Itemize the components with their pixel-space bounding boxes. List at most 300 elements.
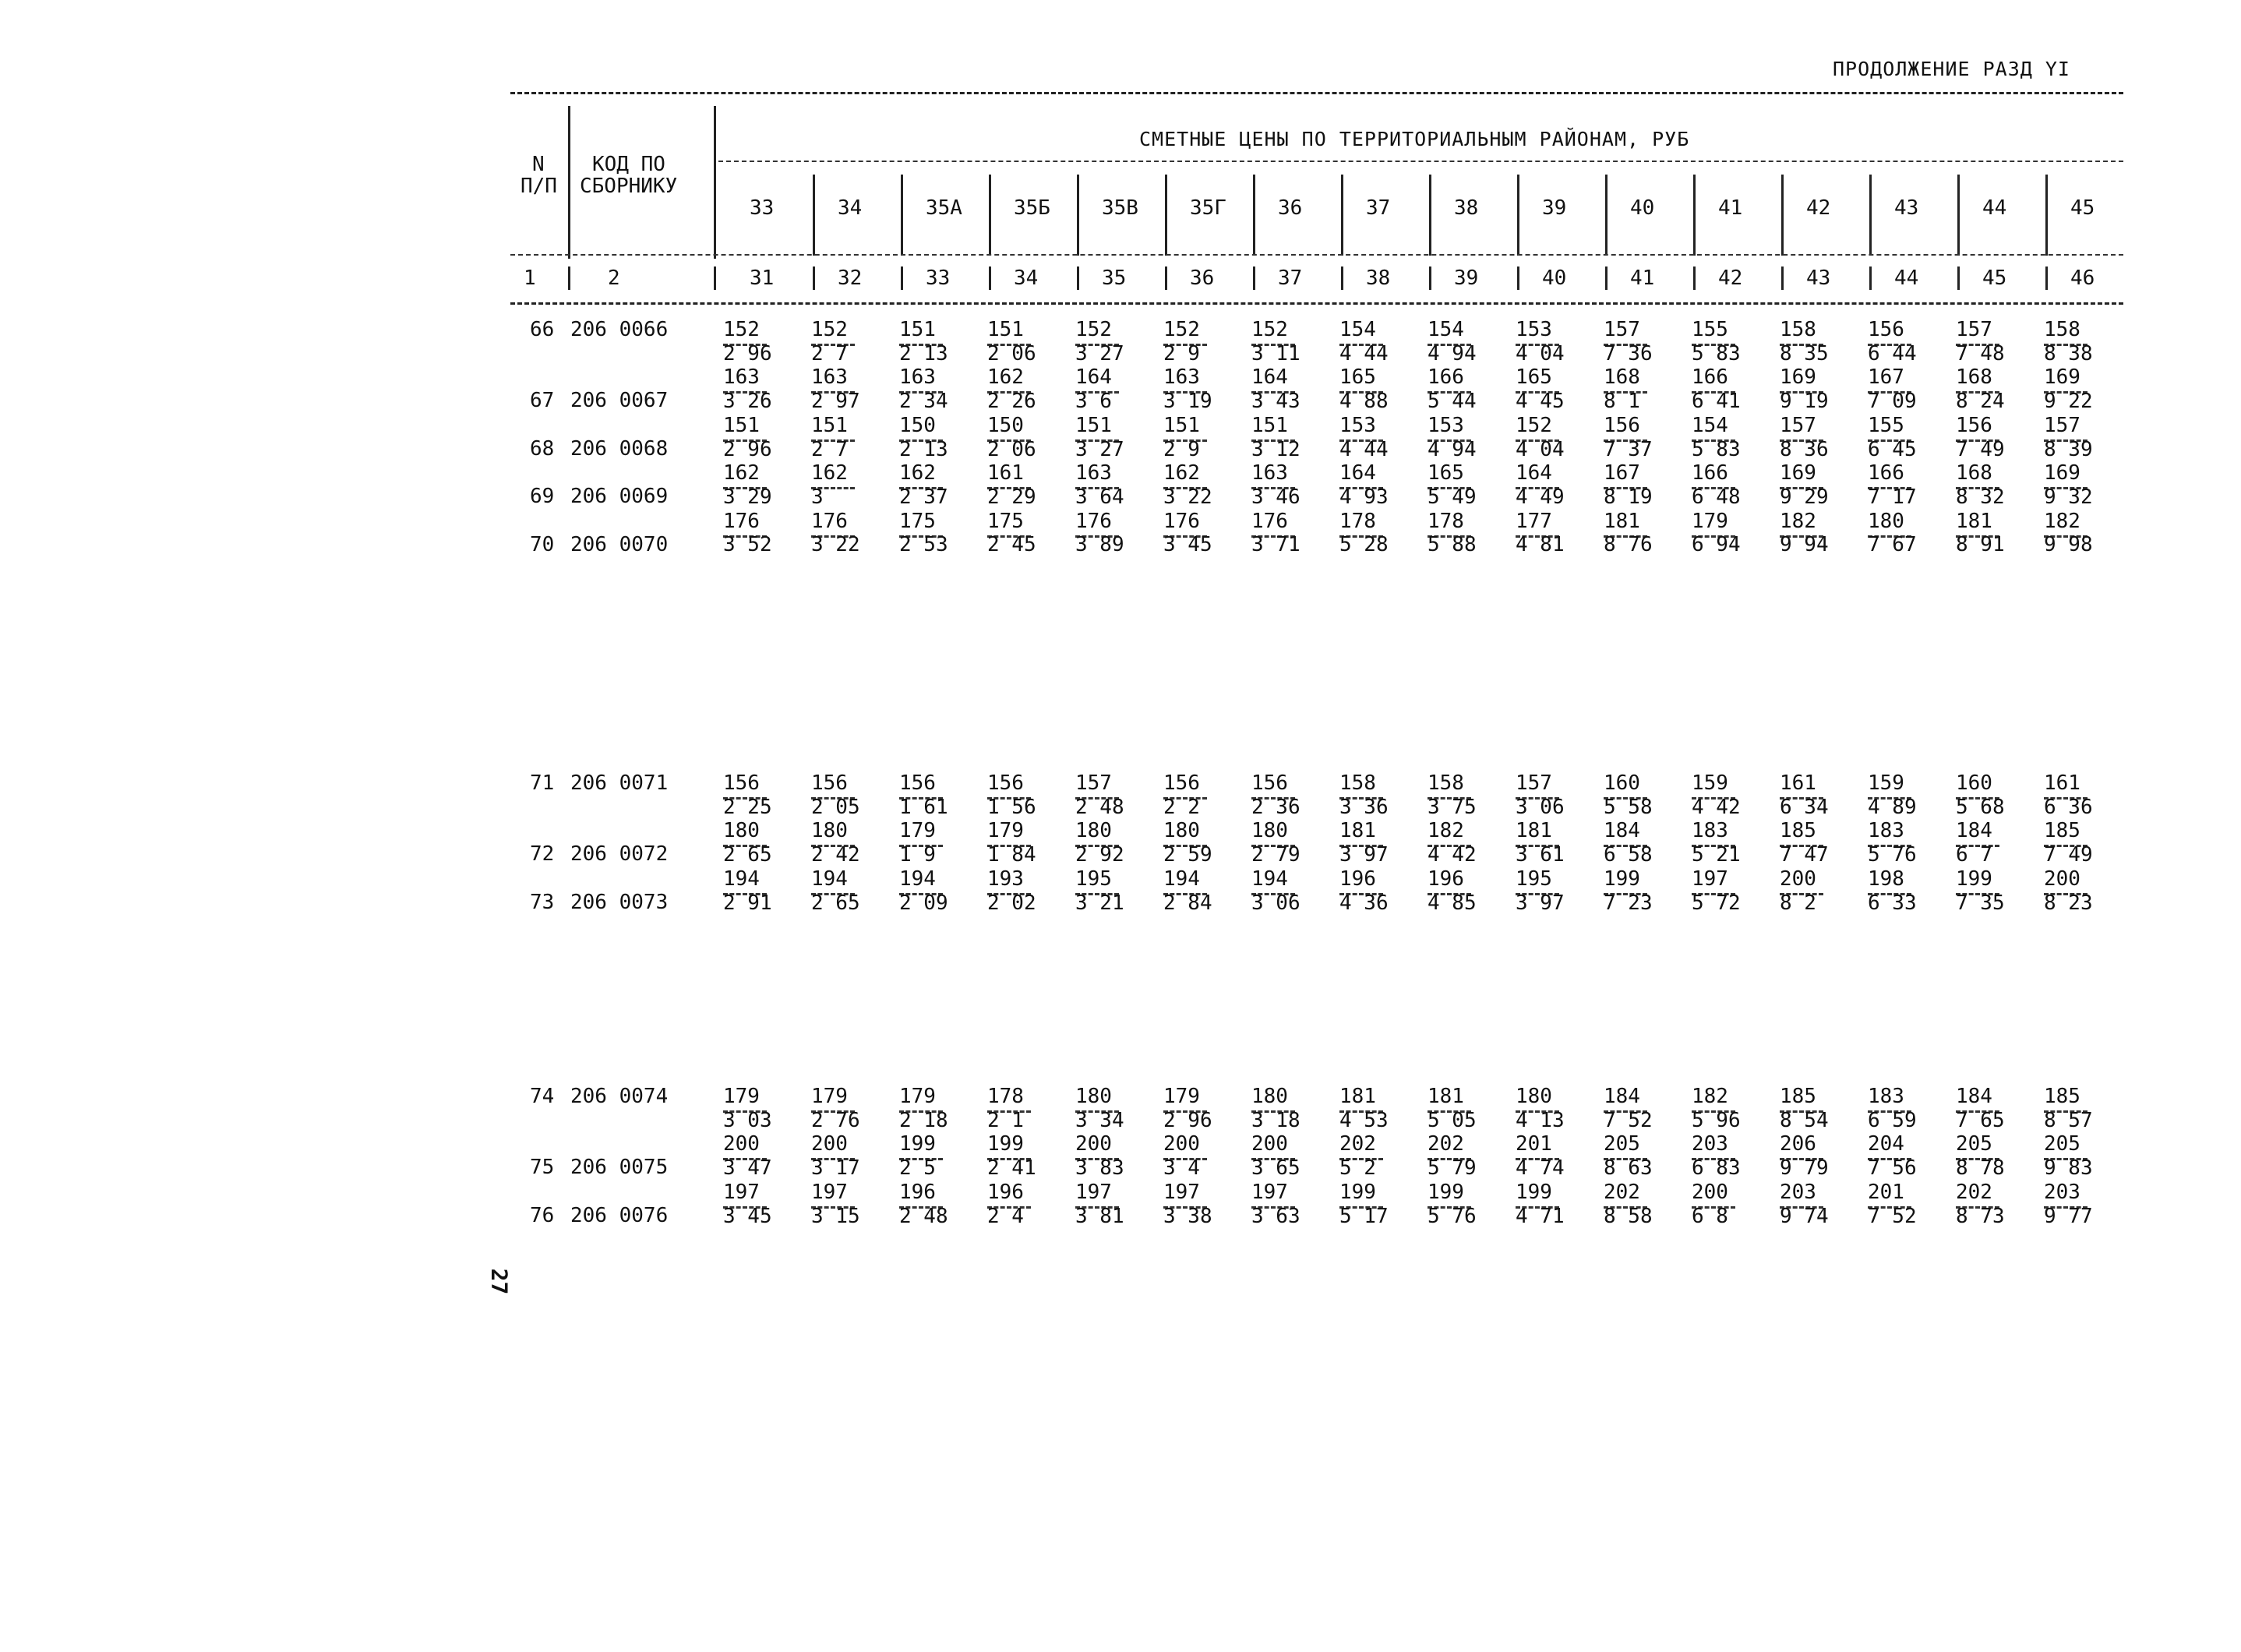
table-cell: 161 [1780, 771, 1816, 795]
table-cell: 158 [1339, 771, 1376, 795]
table-cell: 7 52 [1604, 1108, 1653, 1132]
table-cell: 160 [1604, 771, 1640, 795]
table-cell: 180 [1075, 1085, 1112, 1108]
table-cell: 205 [2044, 1132, 2080, 1156]
table-cell: 3 52 [723, 533, 772, 557]
table-cell: 169 [1780, 365, 1816, 390]
table-cell: 8 19 [1604, 485, 1653, 509]
row-code: 206 0068 [570, 436, 669, 461]
district-header-10: 39 [1542, 196, 1567, 220]
table-cell: 185 [2044, 819, 2080, 843]
table-cell: 8 2 [1780, 891, 1816, 915]
table-cell: 184 [1956, 819, 1992, 843]
table-cell: 3 4 [1163, 1156, 1200, 1181]
table-cell: 7 36 [1604, 341, 1653, 365]
table-cell: 6 59 [1868, 1108, 1917, 1132]
table-cell: 6 33 [1868, 891, 1917, 915]
table-cell: 182 [1428, 819, 1464, 843]
district-vsep [2045, 175, 2048, 256]
table-cell: 8 76 [1604, 533, 1653, 557]
table-cell: 3 27 [1075, 437, 1124, 461]
table-cell: 179 [987, 819, 1024, 843]
table-cell: 153 [1516, 318, 1552, 341]
table-cell: 180 [1251, 1085, 1288, 1108]
table-cell: 3 71 [1251, 533, 1300, 557]
row-code: 206 0072 [570, 842, 669, 867]
table-cell: 3 12 [1251, 437, 1300, 461]
table-cell: 201 [1516, 1132, 1552, 1156]
table-cell: 4 45 [1516, 390, 1565, 414]
table-cell: 151 [1075, 413, 1112, 437]
colnum-vsep [1517, 267, 1519, 290]
colnum-vsep [1253, 267, 1255, 290]
table-cell: 6 45 [1868, 437, 1917, 461]
table-cell: 2 13 [899, 341, 948, 365]
table-cell: 203 [1780, 1180, 1816, 1204]
table-cell: 183 [1868, 819, 1904, 843]
table-cell: 3 38 [1163, 1204, 1212, 1228]
table-cell: 164 [1516, 461, 1552, 485]
table-cell: 166 [1692, 461, 1728, 485]
table-cell: 4 85 [1428, 891, 1477, 915]
table-cell: 7 09 [1868, 390, 1917, 414]
table-cell: 3 83 [1075, 1156, 1124, 1181]
table-cell: 181 [1339, 1085, 1376, 1108]
table-cell: 8 39 [2044, 437, 2093, 461]
table-cell: 175 [987, 509, 1024, 533]
table-cell: 157 [1956, 318, 1992, 341]
table-cell: 4 53 [1339, 1108, 1389, 1132]
table-cell: 156 [811, 771, 848, 795]
table-cell: 196 [1339, 867, 1376, 891]
table-cell: 157 [1075, 771, 1112, 795]
table-cell: 8 23 [2044, 891, 2093, 915]
colnum-vsep [1605, 267, 1608, 290]
table-cell: 176 [1163, 509, 1200, 533]
table-cell: 5 72 [1692, 891, 1741, 915]
table-cell: 176 [723, 509, 760, 533]
table-cell: 9 19 [1780, 390, 1829, 414]
table-cell: 9 83 [2044, 1156, 2093, 1181]
table-cell: 2 79 [1251, 843, 1300, 867]
table-cell: 6 36 [2044, 795, 2093, 819]
colnum-district-10: 40 [1542, 267, 1567, 290]
table-cell: 195 [1516, 867, 1552, 891]
table-cell: 6 41 [1692, 390, 1741, 414]
table-cell: 178 [987, 1085, 1024, 1108]
row-number: 67 [530, 389, 555, 413]
district-vsep [1517, 175, 1519, 256]
table-cell: 175 [899, 509, 936, 533]
table-cell: 151 [723, 413, 760, 437]
table-cell: 2 4 [987, 1204, 1024, 1228]
table-cell: 157 [2044, 413, 2080, 437]
table-cell: 155 [1868, 413, 1904, 437]
table-cell: 6 44 [1868, 341, 1917, 365]
table-cell: 3 89 [1075, 533, 1124, 557]
district-header-2: 34 [838, 196, 863, 220]
table-cell: 5 17 [1339, 1204, 1389, 1228]
table-cell: 181 [1516, 819, 1552, 843]
table-cell: 197 [1692, 867, 1728, 891]
table-cell: 7 35 [1956, 891, 2005, 915]
table-cell: 158 [1780, 318, 1816, 341]
table-cell: 163 [1075, 461, 1112, 485]
colnum-district-5: 35 [1102, 267, 1127, 290]
table-cell: 7 47 [1780, 843, 1829, 867]
district-vsep-left [714, 175, 716, 256]
table-cell: 199 [1339, 1180, 1376, 1204]
table-cell: 3 06 [1516, 795, 1565, 819]
district-vsep [989, 175, 991, 256]
table-cell: 194 [1163, 867, 1200, 891]
column-number-rule [510, 302, 2123, 305]
table-cell: 2 1 [987, 1108, 1024, 1132]
colnum-vsep [813, 267, 815, 290]
table-cell: 9 29 [1780, 485, 1829, 509]
table-cell: 6 94 [1692, 533, 1741, 557]
table-cell: 165 [1428, 461, 1464, 485]
table-cell: 7 23 [1604, 891, 1653, 915]
table-cell: 3 29 [723, 485, 772, 509]
district-header-11: 40 [1630, 196, 1655, 220]
table-cell: 151 [987, 318, 1024, 341]
row-number: 66 [530, 318, 555, 341]
table-top-rule [510, 92, 2123, 94]
table-cell: 179 [899, 1085, 936, 1108]
district-header-16: 45 [2070, 196, 2095, 220]
page-number: 27 [486, 1268, 513, 1295]
table-cell: 205 [1956, 1132, 1992, 1156]
table-cell: 2 37 [899, 485, 948, 509]
table-cell: 196 [1428, 867, 1464, 891]
table-cell: 168 [1956, 365, 1992, 390]
table-cell: 164 [1251, 365, 1288, 390]
table-cell: 199 [1604, 867, 1640, 891]
table-cell: 154 [1692, 413, 1728, 437]
table-cell: 159 [1868, 771, 1904, 795]
table-cell: 2 36 [1251, 795, 1300, 819]
table-cell: 160 [1956, 771, 1992, 795]
row-number: 69 [530, 485, 555, 509]
table-cell: 1 56 [987, 795, 1036, 819]
row-number: 73 [530, 890, 555, 914]
table-cell: 2 09 [899, 891, 948, 915]
table-cell: 152 [1251, 318, 1288, 341]
table-cell: 8 57 [2044, 1108, 2093, 1132]
district-vsep [901, 175, 903, 256]
table-cell: 162 [723, 461, 760, 485]
table-cell: 185 [1780, 1085, 1816, 1108]
table-cell: 156 [1868, 318, 1904, 341]
table-cell: 2 97 [811, 390, 860, 414]
table-cell: 166 [1428, 365, 1464, 390]
table-cell: 166 [1692, 365, 1728, 390]
table-cell: 2 02 [987, 891, 1036, 915]
table-cell: 4 94 [1428, 437, 1477, 461]
table-cell: 8 54 [1780, 1108, 1829, 1132]
table-cell: 8 36 [1780, 437, 1829, 461]
table-cell: 199 [987, 1132, 1024, 1156]
table-cell: 163 [811, 365, 848, 390]
table-cell: 8 24 [1956, 390, 2005, 414]
district-vsep [1605, 175, 1608, 256]
table-cell: 2 92 [1075, 843, 1124, 867]
table-cell: 203 [1692, 1132, 1728, 1156]
table-cell: 202 [1956, 1180, 1992, 1204]
district-vsep [813, 175, 815, 256]
table-cell: 168 [1604, 365, 1640, 390]
table-cell: 181 [1428, 1085, 1464, 1108]
table-cell: 3 97 [1516, 891, 1565, 915]
table-cell: 2 5 [899, 1156, 936, 1181]
table-cell: 5 79 [1428, 1156, 1477, 1181]
table-cell: 180 [723, 819, 760, 843]
table-cell: 4 44 [1339, 437, 1389, 461]
table-cell: 3 26 [723, 390, 772, 414]
table-cell: 7 52 [1868, 1204, 1917, 1228]
table-cell: 3 65 [1251, 1156, 1300, 1181]
table-cell: 163 [723, 365, 760, 390]
table-cell: 5 96 [1692, 1108, 1741, 1132]
table-cell: 4 42 [1692, 795, 1741, 819]
table-cell: 6 48 [1692, 485, 1741, 509]
district-header-4: 35Б [1014, 196, 1050, 220]
colnum-vsep-1 [568, 267, 570, 290]
colnum-district-11: 41 [1630, 267, 1655, 290]
table-cell: 197 [1163, 1180, 1200, 1204]
table-cell: 184 [1956, 1085, 1992, 1108]
district-header-6: 35Г [1190, 196, 1226, 220]
table-cell: 2 65 [723, 843, 772, 867]
table-cell: 200 [723, 1132, 760, 1156]
continuation-title: ПРОДОЛЖЕНИЕ РАЗД YI [1833, 58, 2070, 80]
table-cell: 8 35 [1780, 341, 1829, 365]
table-cell: 9 77 [2044, 1204, 2093, 1228]
table-cell: 156 [1163, 771, 1200, 795]
table-cell: 5 68 [1956, 795, 2005, 819]
table-cell: 183 [1868, 1085, 1904, 1108]
colnum-district-12: 42 [1718, 267, 1743, 290]
row-number: 70 [530, 532, 555, 556]
table-cell: 179 [723, 1085, 760, 1108]
table-cell: 199 [1428, 1180, 1464, 1204]
table-cell: 8 73 [1956, 1204, 2005, 1228]
table-cell: 163 [899, 365, 936, 390]
district-vsep [1077, 175, 1079, 256]
table-cell: 151 [899, 318, 936, 341]
table-cell: 3 21 [1075, 891, 1124, 915]
table-cell: 3 [811, 485, 824, 509]
district-header-12: 41 [1718, 196, 1743, 220]
table-cell: 9 74 [1780, 1204, 1829, 1228]
table-cell: 169 [2044, 365, 2080, 390]
row-code: 206 0073 [570, 890, 669, 914]
table-cell: 158 [2044, 318, 2080, 341]
row-code: 206 0076 [570, 1203, 669, 1227]
table-cell: 156 [1251, 771, 1288, 795]
table-cell: 8 78 [1956, 1156, 2005, 1181]
colnum-vsep [2045, 267, 2048, 290]
table-cell: 3 64 [1075, 485, 1124, 509]
row-number: 74 [530, 1085, 555, 1108]
table-cell: 2 06 [987, 341, 1036, 365]
table-cell: 164 [1075, 365, 1112, 390]
table-cell: 3 45 [1163, 533, 1212, 557]
table-cell: 9 94 [1780, 533, 1829, 557]
table-cell: 199 [1516, 1180, 1552, 1204]
table-cell: 194 [1251, 867, 1288, 891]
row-code: 206 0071 [570, 771, 669, 795]
district-header-13: 42 [1806, 196, 1831, 220]
row-code: 206 0066 [570, 318, 669, 341]
table-cell: 197 [1075, 1180, 1112, 1204]
table-cell: 162 [987, 365, 1024, 390]
table-cell: 205 [1604, 1132, 1640, 1156]
table-cell: 3 97 [1339, 843, 1389, 867]
district-vsep [1253, 175, 1255, 256]
table-cell: 163 [1163, 365, 1200, 390]
table-cell: 7 48 [1956, 341, 2005, 365]
table-cell: 152 [1163, 318, 1200, 341]
colnum-vsep [1693, 267, 1696, 290]
table-cell: 4 71 [1516, 1204, 1565, 1228]
table-cell: 3 17 [811, 1156, 860, 1181]
table-cell: 3 63 [1251, 1204, 1300, 1228]
table-cell: 3 36 [1339, 795, 1389, 819]
row-number: 75 [530, 1156, 555, 1180]
table-cell: 3 75 [1428, 795, 1477, 819]
table-cell: 6 7 [1956, 843, 1992, 867]
row-number: 72 [530, 842, 555, 867]
district-vsep [1693, 175, 1696, 256]
table-cell: 201 [1868, 1180, 1904, 1204]
district-group-title: СМЕТНЫЕ ЦЕНЫ ПО ТЕРРИТОРИАЛЬНЫМ РАЙОНАМ, РУБ [1139, 128, 1690, 150]
table-cell: 8 38 [2044, 341, 2093, 365]
colnum-district-8: 38 [1366, 267, 1391, 290]
table-cell: 8 58 [1604, 1204, 1653, 1228]
table-cell: 181 [1956, 509, 1992, 533]
table-cell: 159 [1692, 771, 1728, 795]
table-cell: 6 83 [1692, 1156, 1741, 1181]
table-cell: 176 [1251, 509, 1288, 533]
table-cell: 202 [1428, 1132, 1464, 1156]
table-cell: 5 76 [1868, 843, 1917, 867]
table-cell: 206 [1780, 1132, 1816, 1156]
table-cell: 200 [1075, 1132, 1112, 1156]
table-cell: 151 [1163, 413, 1200, 437]
table-cell: 180 [811, 819, 848, 843]
colnum-district-13: 43 [1806, 267, 1831, 290]
table-cell: 161 [987, 461, 1024, 485]
table-cell: 6 8 [1692, 1204, 1728, 1228]
district-vsep [1429, 175, 1431, 256]
table-cell: 200 [811, 1132, 848, 1156]
table-cell: 200 [1692, 1180, 1728, 1204]
table-cell: 156 [1956, 413, 1992, 437]
table-cell: 7 65 [1956, 1108, 2005, 1132]
table-cell: 3 22 [811, 533, 860, 557]
table-cell: 2 7 [811, 437, 848, 461]
table-cell: 3 19 [1163, 390, 1212, 414]
table-cell: 155 [1692, 318, 1728, 341]
table-cell: 162 [811, 461, 848, 485]
table-cell: 163 [1251, 461, 1288, 485]
table-cell: 152 [1516, 413, 1552, 437]
table-cell: 195 [1075, 867, 1112, 891]
row-number: 68 [530, 436, 555, 461]
table-cell: 3 34 [1075, 1108, 1124, 1132]
table-cell: 7 49 [1956, 437, 2005, 461]
table-cell: 5 76 [1428, 1204, 1477, 1228]
table-cell: 7 67 [1868, 533, 1917, 557]
table-cell: 167 [1604, 461, 1640, 485]
table-cell: 2 76 [811, 1108, 860, 1132]
table-cell: 2 42 [811, 843, 860, 867]
table-cell: 2 9 [1163, 341, 1200, 365]
table-cell: 199 [1956, 867, 1992, 891]
table-cell: 5 58 [1604, 795, 1653, 819]
table-cell: 162 [1163, 461, 1200, 485]
colnum-vsep-2 [714, 267, 716, 290]
row-code: 206 0075 [570, 1156, 669, 1180]
table-cell: 161 [2044, 771, 2080, 795]
table-cell: 153 [1428, 413, 1464, 437]
table-cell: 162 [899, 461, 936, 485]
colnum-district-4: 34 [1014, 267, 1039, 290]
table-cell: 204 [1868, 1132, 1904, 1156]
table-cell: 2 48 [899, 1204, 948, 1228]
table-cell: 180 [1075, 819, 1112, 843]
table-cell: 151 [1251, 413, 1288, 437]
table-cell: 2 91 [723, 891, 772, 915]
table-cell: 4 89 [1868, 795, 1917, 819]
colnum-district-1: 31 [750, 267, 775, 290]
colnum-district-16: 46 [2070, 267, 2095, 290]
table-cell: 7 37 [1604, 437, 1653, 461]
table-cell: 197 [1251, 1180, 1288, 1204]
table-cell: 180 [1868, 509, 1904, 533]
table-cell: 5 83 [1692, 437, 1741, 461]
table-cell: 2 25 [723, 795, 772, 819]
table-cell: 196 [899, 1180, 936, 1204]
table-cell: 179 [1692, 509, 1728, 533]
table-cell: 194 [899, 867, 936, 891]
table-cell: 2 06 [987, 437, 1036, 461]
table-cell: 202 [1339, 1132, 1376, 1156]
table-cell: 2 05 [811, 795, 860, 819]
table-cell: 2 18 [899, 1108, 948, 1132]
table-cell: 182 [2044, 509, 2080, 533]
colnum-district-14: 44 [1894, 267, 1919, 290]
row-code: 206 0067 [570, 389, 669, 413]
table-cell: 2 96 [723, 341, 772, 365]
table-cell: 3 45 [723, 1204, 772, 1228]
table-cell: 4 04 [1516, 437, 1565, 461]
table-cell: 154 [1428, 318, 1464, 341]
table-cell: 1 61 [899, 795, 948, 819]
row-number: 71 [530, 771, 555, 795]
table-cell: 8 1 [1604, 390, 1640, 414]
table-cell: 5 21 [1692, 843, 1741, 867]
table-cell: 156 [899, 771, 936, 795]
table-cell: 2 2 [1163, 795, 1200, 819]
colnum-vsep [1957, 267, 1960, 290]
table-cell: 197 [811, 1180, 848, 1204]
table-cell: 4 42 [1428, 843, 1477, 867]
table-cell: 3 81 [1075, 1204, 1124, 1228]
table-cell: 194 [811, 867, 848, 891]
